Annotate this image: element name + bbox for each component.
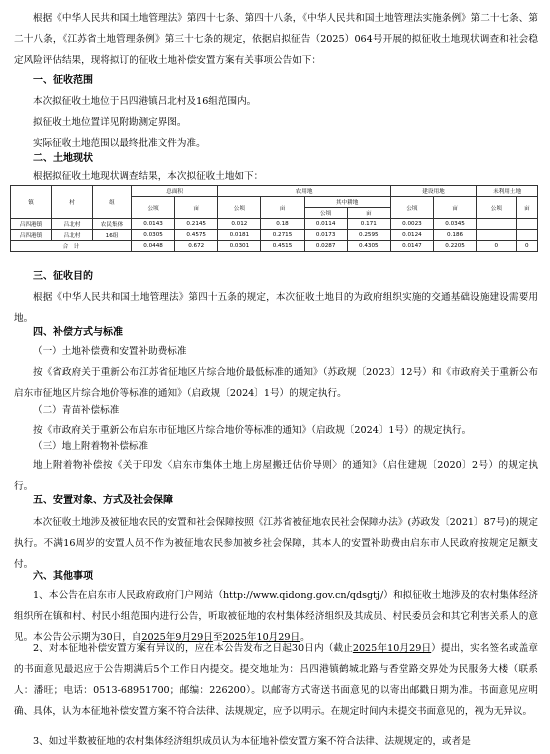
intro-paragraph: 根据《中华人民共和国土地管理法》第四十七条、第四十八条，《中华人民共和国土地管理法实施条例》第二十七条、第二十八条，《江苏省土地管理条例》第三十七条的规定，依据启拟征告（2025）064号开展的拟征收土地现状调查和社会稳定风险评估结果，现将拟订的征收土地补偿安置方案有关事项公告如下： bbox=[14, 13, 538, 66]
table-cell bbox=[516, 219, 537, 230]
s6-p2-b: ）提出，实名签名或盖章的书面意见最迟应于公告期满后5个工作日内提交。提交地址为：吕四港镇鹤城北路与香堂路交界处为民服务大楼（联系人：潘旺；电话：0513-68951700；邮编：226200）。以邮寄方式寄送书面意见的以寄出邮戳日期为准。书面意见应明确、具体，认为本征地补偿安置方案不符合法律、法规规定，应予以明示。在规定时间内未提交书面意见的，视为无异议。 bbox=[14, 643, 538, 717]
s4-sub-3: （三）地上附着物补偿标准 bbox=[33, 441, 149, 452]
th-construction: 建设用地 bbox=[390, 186, 476, 197]
section-3-title: 三、征收目的 bbox=[33, 271, 93, 282]
s6-p1-b: ）和拟征收土地涉及的农村集体经济组织所在镇和村、村民小组范围内进行公告，听取被征地的农村集体经济组织及其成员、村民委员会和其它利害关系人的意见。本公告公示期为30日，自 bbox=[14, 590, 539, 643]
section-1-title: 一、征收范围 bbox=[33, 75, 93, 86]
section-4-title: 四、补偿方式与标准 bbox=[33, 327, 123, 338]
th-unit: 公顷 bbox=[132, 197, 175, 219]
table-cell: 0.4575 bbox=[175, 230, 218, 241]
table-cell: 0.186 bbox=[433, 230, 476, 241]
table-cell: 0.4305 bbox=[347, 241, 390, 252]
table-cell: 0.0023 bbox=[390, 219, 433, 230]
table-cell: 0.2205 bbox=[433, 241, 476, 252]
s3-text: 根据《中华人民共和国土地管理法》第四十五条的规定，本次征收土地目的为政府组织实施的交通基础设施建设需要用地。 bbox=[14, 292, 538, 324]
table-cell: 农民集体 bbox=[93, 219, 132, 230]
th-unit: 亩 bbox=[433, 197, 476, 219]
section-2-title: 二、土地现状 bbox=[33, 153, 93, 164]
th-unit: 公顷 bbox=[218, 197, 261, 219]
table-cell: 吕北村 bbox=[52, 219, 93, 230]
table-cell: 0 bbox=[516, 241, 537, 252]
th-group: 组 bbox=[93, 186, 132, 219]
table-cell: 0.672 bbox=[175, 241, 218, 252]
table-row bbox=[11, 219, 538, 230]
table-cell: 0.0143 bbox=[132, 219, 175, 230]
table-cell: 0.0301 bbox=[218, 241, 261, 252]
table-cell: 0.0345 bbox=[433, 219, 476, 230]
s6-p1-e: 。 bbox=[300, 632, 310, 643]
th-unit: 亩 bbox=[347, 208, 390, 219]
th-total-area: 总面积 bbox=[132, 186, 218, 197]
table-cell: 吕北村 bbox=[52, 230, 93, 241]
table-cell bbox=[477, 230, 516, 241]
s1-line-2: 拟征收土地位置详见附勘测定界图。 bbox=[33, 117, 187, 128]
table-total-row bbox=[11, 241, 538, 252]
table-cell: 0.2145 bbox=[175, 219, 218, 230]
objection-deadline: 2025年10月29日 bbox=[352, 643, 432, 654]
s4-sub-2: （二）青苗补偿标准 bbox=[33, 405, 120, 416]
s4-sub-1: （一）土地补偿费和安置补助费标准 bbox=[33, 346, 187, 357]
s1-line-1: 本次拟征收土地位于吕四港镇吕北村及16组范围内。 bbox=[33, 96, 257, 107]
table-cell bbox=[477, 219, 516, 230]
table-cell: 0.0287 bbox=[304, 241, 347, 252]
th-arable: 其中耕地 bbox=[304, 197, 390, 208]
total-label: 合 计 bbox=[11, 241, 132, 252]
th-unit: 亩 bbox=[175, 197, 218, 219]
table-cell: 0.012 bbox=[218, 219, 261, 230]
table-cell: 0.18 bbox=[261, 219, 304, 230]
table-cell: 0.0173 bbox=[304, 230, 347, 241]
notice-end-date: 2025年10月29日 bbox=[222, 632, 301, 643]
s6-paragraph-3: 3、如过半数被征地的农村集体经济组织成员认为本征地补偿安置方案不符合法律、法规规定的，或者是 bbox=[33, 736, 471, 747]
s5-text: 本次征收土地涉及被征地农民的安置和社会保障按照《江苏省被征地农民社会保障办法》(苏政发〔2021〕87号)的规定执行。不满16周岁的安置人员不作为被征地农民参加被乡社会保障，其本人的安置补助费由启东市人民政府按规定足额支付。 bbox=[14, 517, 538, 570]
th-unit: 公顷 bbox=[304, 208, 347, 219]
table-cell: 0.4515 bbox=[261, 241, 304, 252]
table-cell: 0.0181 bbox=[218, 230, 261, 241]
table-cell: 0.0147 bbox=[390, 241, 433, 252]
th-unit: 亩 bbox=[261, 197, 304, 219]
s6-p2-a: 2、对本征地补偿安置方案有异议的，应在本公告发布之日起30日内（截止 bbox=[33, 643, 353, 654]
th-unused: 未利用土地 bbox=[477, 186, 538, 197]
s4-text-1: 按《省政府关于重新公布江苏省征地区片综合地价最低标准的通知》（苏政规〔2023〕12号）和《市政府关于重新公布启东市征地区片综合地价等标准的通知》（启政规〔2024〕1号）的规定执行。 bbox=[14, 367, 538, 399]
s6-p1-a: 1、本公告在启东市人民政府政府门户网站（ bbox=[33, 590, 223, 601]
s6-p1-c: 至 bbox=[212, 632, 223, 643]
s4-text-2: 按《市政府关于重新公布启东市征地区片综合地价等标准的通知》（启政规〔2024〕1号）的规定执行。 bbox=[33, 425, 472, 436]
s4-text-3: 地上附着物补偿按《关于印发〈启东市集体土地上房屋搬迁估价导则〉的通知》（启住建规〔2020〕2号）的规定执行。 bbox=[14, 460, 538, 492]
land-status-table bbox=[10, 185, 538, 252]
table-cell: 0.171 bbox=[347, 219, 390, 230]
th-unit: 亩 bbox=[516, 197, 537, 219]
th-town: 镇 bbox=[11, 186, 52, 219]
section-5-title: 五、安置对象、方式及社会保障 bbox=[33, 495, 173, 506]
s1-line-3: 实际征收土地范围以最终批准文件为准。 bbox=[33, 138, 206, 149]
portal-link[interactable]: http://www.qidong.gov.cn/qdsgtj/ bbox=[223, 590, 384, 601]
table-cell: 0.0124 bbox=[390, 230, 433, 241]
table-cell: 0 bbox=[477, 241, 516, 252]
table-cell: 吕四港镇 bbox=[11, 230, 52, 241]
th-unit: 公顷 bbox=[390, 197, 433, 219]
table-cell bbox=[516, 230, 537, 241]
th-village: 村 bbox=[52, 186, 93, 219]
table-cell: 0.2715 bbox=[261, 230, 304, 241]
table-cell: 0.2595 bbox=[347, 230, 390, 241]
s6-paragraph-2 bbox=[14, 638, 538, 722]
th-unit: 公顷 bbox=[477, 197, 516, 219]
table-cell: 0.0448 bbox=[132, 241, 175, 252]
section-6-title: 六、其他事项 bbox=[33, 571, 93, 582]
table-cell: 16组 bbox=[93, 230, 132, 241]
table-cell: 吕四港镇 bbox=[11, 219, 52, 230]
notice-start-date: 2025年9月29日 bbox=[141, 632, 213, 643]
table-row bbox=[11, 230, 538, 241]
table-cell: 0.0305 bbox=[132, 230, 175, 241]
table-cell: 0.0114 bbox=[304, 219, 347, 230]
s2-lead: 根据拟征收土地现状调查结果，本次拟征收土地如下： bbox=[33, 171, 264, 182]
th-farmland: 农用地 bbox=[218, 186, 391, 197]
